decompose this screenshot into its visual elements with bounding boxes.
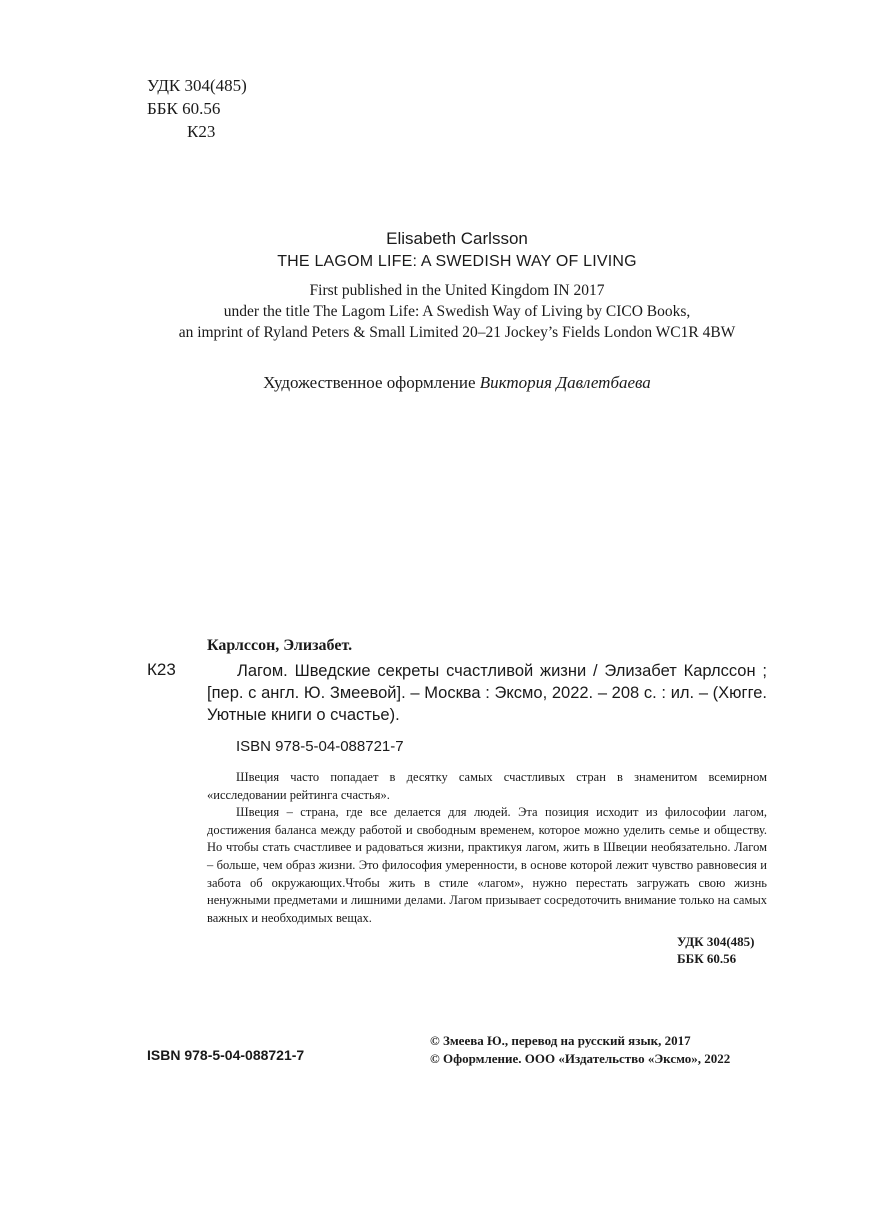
catalog-bbk: ББК 60.56 [677,951,737,966]
design-credit [0,372,886,394]
design-credit-label: Художественное оформление [263,373,476,392]
copyright-block [430,1032,730,1068]
bbk-code: ББК 60.56 [147,99,221,118]
catalog-codes [677,933,755,967]
catalog-udk: УДК 304(485) [677,934,755,949]
publication-line: First published in the United Kingdom IN 2017 [309,282,605,299]
annotation-paragraph: Швеция часто попадает в десятку самых счастливых стран в знаменитом всемирном «исследовании рейтинга счастья». [207,770,767,802]
copyright-line: © Оформление. ООО «Издательство «Эксмо», 2022 [430,1051,731,1066]
footer-isbn: ISBN 978-5-04-088721-7 [147,1047,305,1063]
catalog-description: Лагом. Шведские секреты счастливой жизни / Элизабет Карлссон ; [пер. с англ. Ю. Змеевой]. – Москва : Эксмо, 2022. – 208 с. : ил. – (Хюгге. Уютные книги о счастье). [207,662,767,724]
annotation [207,769,767,927]
udk-code: УДК 304(485) [147,76,247,95]
classification-block [147,74,247,143]
original-author: Elisabeth Carlsson [386,229,528,248]
author-mark: К23 [187,122,216,141]
annotation-paragraph: Швеция – страна, где все делается для людей. Эта позиция исходит из философии лагом, достижения баланса между работой и свободным временем, которое можно уделить семье и обществу. Но чтобы стать счастливее и радоваться жизни, практикуя лагом, жить в Швеции необязательно. Лагом – больше, чем образ жизни. Это философия умеренности, в основе которой лежит чувство равновесия и забота об окружающих.Чтобы жить в стиле «лагом», нужно перестать загружать свою жизнь ненужными предметами и лишними делами. Лагом призывает сосредоточить внимание только на самых важных и необходимых вещах. [207,805,767,925]
original-title: THE LAGOM LIFE: A SWEDISH WAY OF LIVING [277,253,637,270]
catalog-author-heading: Карлссон, Элизабет. [207,637,353,654]
copyright-line: © Змеева Ю., перевод на русский язык, 2017 [430,1033,691,1048]
designer-name: Виктория Давлетбаева [479,373,651,392]
publication-info [0,280,886,343]
catalog-isbn: ISBN 978-5-04-088721-7 [236,738,404,755]
catalog-mark: К23 [147,660,176,679]
publication-line: an imprint of Ryland Peters & Small Limited 20–21 Jockey’s Fields London WC1R 4BW [178,324,736,341]
publication-line: under the title The Lagom Life: A Swedish Way of Living by CICO Books, [223,303,691,320]
